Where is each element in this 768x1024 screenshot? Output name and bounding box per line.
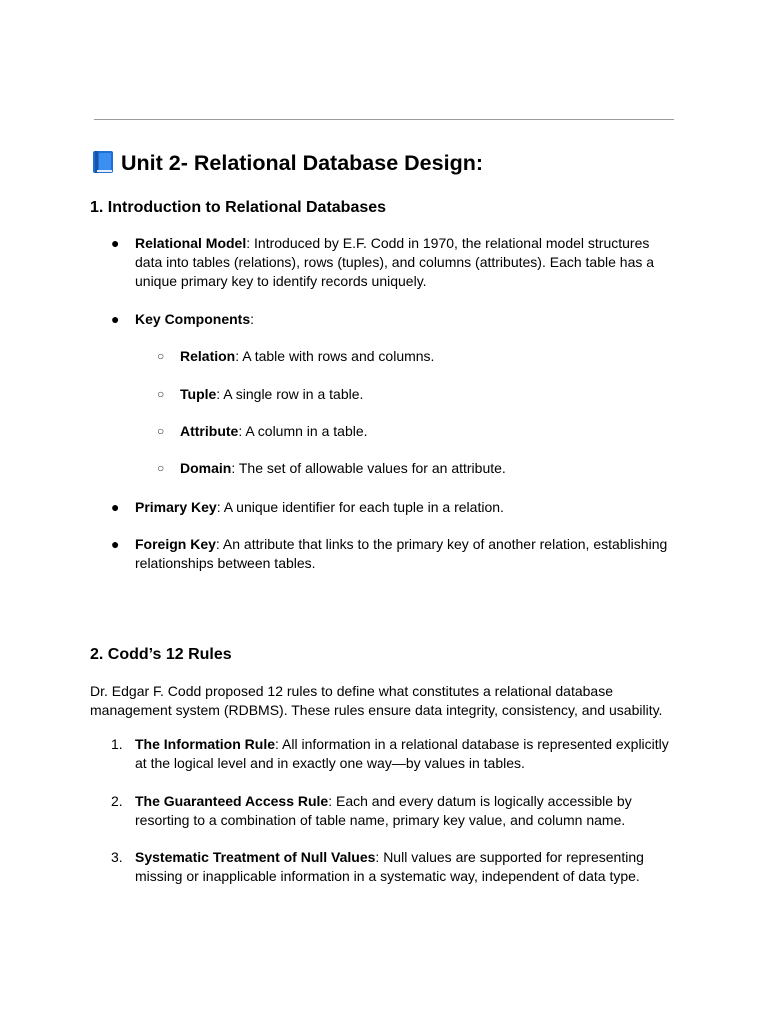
bullet-glyph: ● <box>111 499 120 515</box>
sub-bullet-glyph: ○ <box>157 461 165 475</box>
term: The Guaranteed Access Rule <box>135 793 329 809</box>
list-number: 1. <box>111 736 123 752</box>
bullet-glyph: ● <box>111 311 120 327</box>
sub-item-domain <box>180 459 680 478</box>
term: Foreign Key <box>135 536 216 552</box>
rule-item-information <box>135 735 680 773</box>
list-item-key-components <box>135 310 680 329</box>
term: Systematic Treatment of Null Values <box>135 849 376 865</box>
section-2-heading: 2. Codd’s 12 Rules <box>90 646 232 663</box>
list-item-relational-model <box>135 234 680 291</box>
description: : <box>250 311 255 327</box>
sub-bullet-glyph: ○ <box>157 387 165 401</box>
sub-item-relation <box>180 347 680 366</box>
blue-book-icon <box>91 150 115 174</box>
description: : Each and every datum is logically accessible by resorting to a combination of table name, primary key value, and column name. <box>135 793 632 828</box>
rule-item-guaranteed-access <box>135 792 680 830</box>
horizontal-rule <box>94 119 674 120</box>
sub-item-tuple <box>180 385 680 404</box>
description: : A single row in a table. <box>216 386 364 402</box>
term: Attribute <box>180 423 239 439</box>
section-1-heading: 1. Introduction to Relational Databases <box>90 199 387 216</box>
description: : A unique identifier for each tuple in a relation. <box>216 499 504 515</box>
list-number: 2. <box>111 793 123 809</box>
sub-bullet-glyph: ○ <box>157 424 165 438</box>
list-item-primary-key <box>135 498 680 517</box>
description: : A table with rows and columns. <box>235 348 435 364</box>
list-number: 3. <box>111 849 123 865</box>
list-item-foreign-key <box>135 535 680 573</box>
description: : Introduced by E.F. Codd in 1970, the relational model structures data into tables (relations), rows (tuples), and columns (attributes). Each table has a unique primary key to identify records uniquely. <box>135 235 655 289</box>
rule-item-null-values <box>135 848 680 886</box>
sub-bullet-glyph: ○ <box>157 349 165 363</box>
term: Relation <box>180 348 236 364</box>
page-title <box>91 148 483 178</box>
description: : A column in a table. <box>238 423 368 439</box>
intro-paragraph: Dr. Edgar F. Codd proposed 12 rules to define what constitutes a relational database management system (RDBMS). These rules ensure data integrity, consistency, and usability. <box>90 683 663 718</box>
page-title-text: Unit 2- Relational Database Design: <box>121 151 483 175</box>
bullet-glyph: ● <box>111 235 120 251</box>
description: : All information in a relational database is represented explicitly at the logical level and in exactly one way—by values in tables. <box>135 736 669 771</box>
bullet-glyph: ● <box>111 536 120 552</box>
description: : The set of allowable values for an attribute. <box>231 460 506 476</box>
sub-item-attribute <box>180 422 680 441</box>
term: Tuple <box>180 386 217 402</box>
description: : Null values are supported for representing missing or inapplicable information in a systematic way, independent of data type. <box>135 849 644 884</box>
term: Domain <box>180 460 232 476</box>
term: Primary Key <box>135 499 217 515</box>
term: Relational Model <box>135 235 247 251</box>
description: : An attribute that links to the primary key of another relation, establishing relationships between tables. <box>135 536 668 571</box>
term: Key Components <box>135 311 251 327</box>
term: The Information Rule <box>135 736 275 752</box>
